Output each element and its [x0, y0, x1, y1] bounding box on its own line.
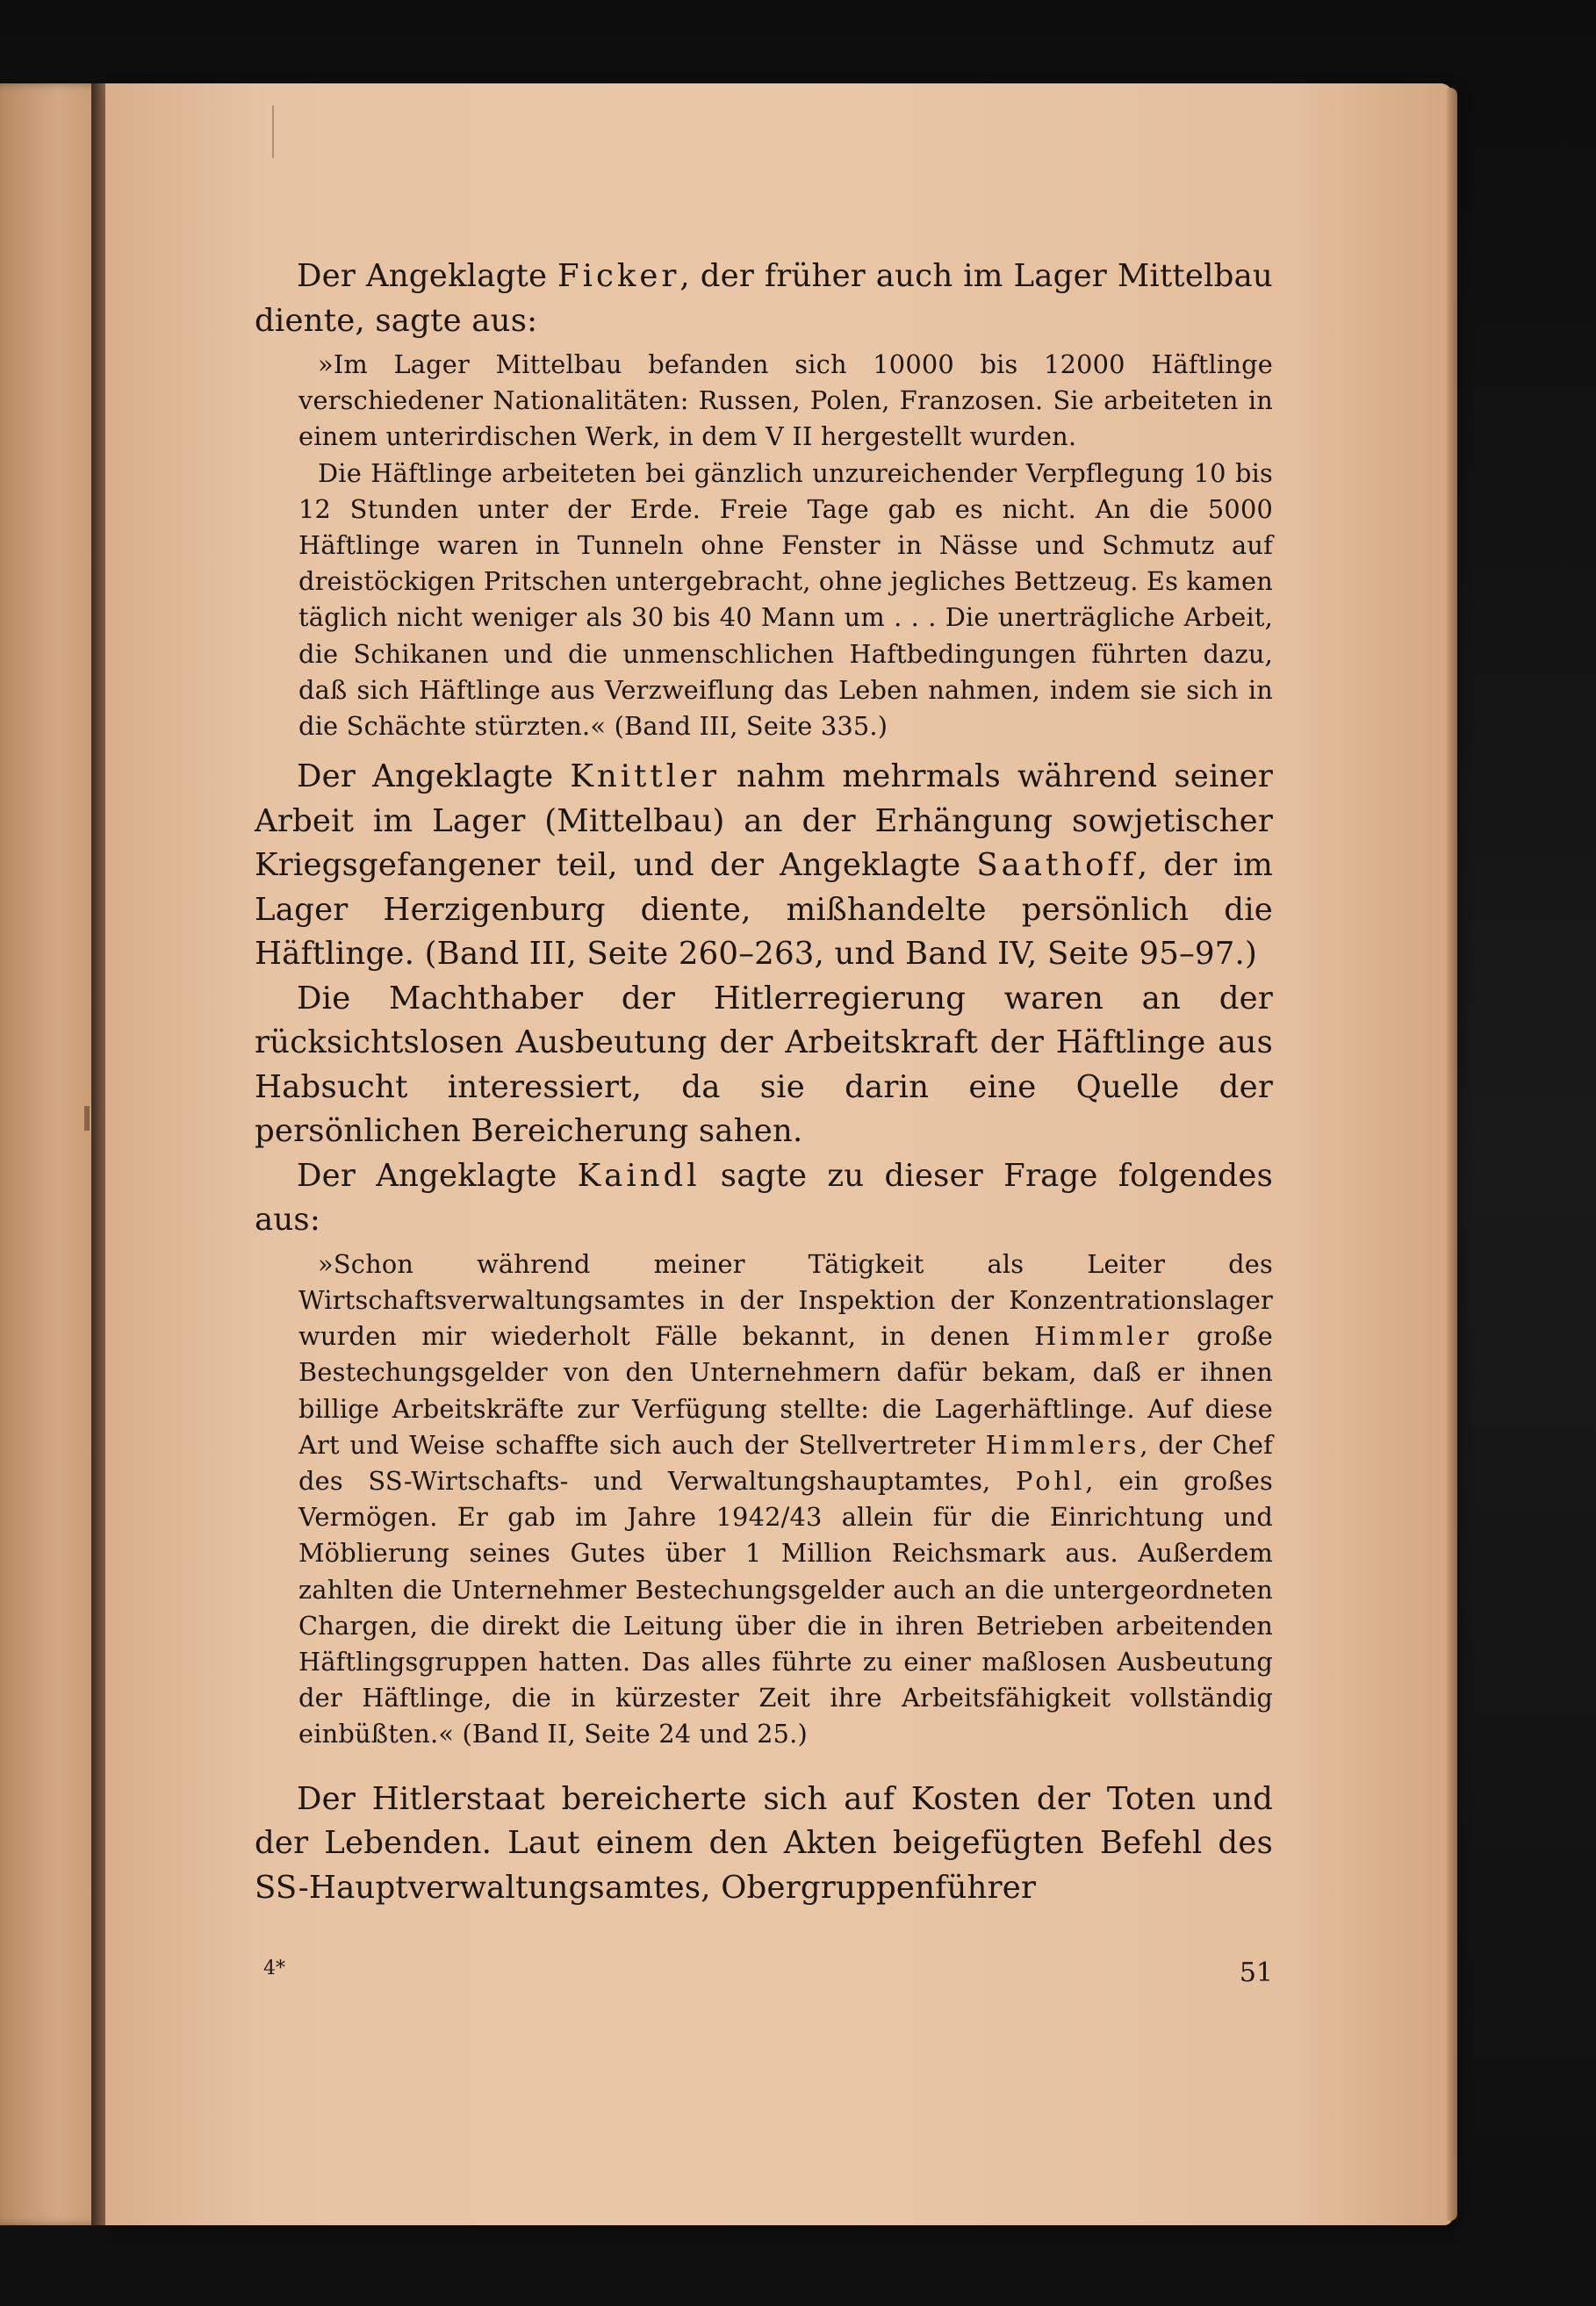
signature-mark: 4* — [263, 1958, 285, 1979]
text-run: Der Angeklagte — [297, 758, 571, 795]
text-run: , ein großes Vermögen. Er gab im Jahre 1942/43 allein für die Einrichtung und Möblierung seines Gutes über 1 Million Reichsmark aus. Außerdem zahlten die Unternehmer Bestechungsgelder auch an die untergeordneten Chargen, die direkt die Leitung über die in ihren Betrieben arbeitenden Häftlingsgruppen hatten. Das alles führte zu einer maßlosen Ausbeutung der Häftlinge, die in kürzester Zeit ihre Arbeitsfähigkeit vollständig einbüßten.« (Band II, Seite 24 und 25.) — [298, 1465, 1273, 1749]
name-himmlers: Himmlers — [985, 1429, 1140, 1460]
page-number: 51 — [1239, 1958, 1273, 1988]
paragraph-kaindl — [255, 1154, 1273, 1243]
page-text — [255, 255, 1273, 1910]
quote-mittelbau-2: Die Häftlinge arbeiteten bei gänzlich unzureichender Verpflegung 10 bis 12 Stunden unter der Erde. Freie Tage gab es nicht. An die 5000 Häftlinge waren in Tunneln ohne Fenster in Nässe und Schmutz auf dreistöckigen Pritschen untergebracht, ohne jegliches Bettzeug. Es kamen täglich nicht weniger als 30 bis 40 Mann um . . . Die unerträgliche Arbeit, die Schikanen und die unmenschlichen Haftbedingungen führten dazu, daß sich Häftlinge aus Verzweiflung das Leben nahmen, indem sie sich in die Schächte stürzten.« (Band III, Seite 335.) — [298, 457, 1273, 742]
name-himmler: Himmler — [1034, 1321, 1173, 1352]
text-run: große Bestechungsgelder von den Unternehmern dafür bekam, daß er ihnen billige Arbeitskräfte zur Verfügung stellte: die Lagerhäftlinge. Auf diese Art und Weise schaffte sich auch der Stellvertreter — [298, 1321, 1273, 1460]
margin-pencil-mark — [272, 105, 274, 158]
text-run: sagte zu dieser Frage folgendes aus: — [255, 1157, 1273, 1239]
text-run: , der im Lager Herzigenburg diente, mißhandelte persönlich die Häftlinge. (Band III, Seite 260–263, und Band IV, Seite 95–97.) — [255, 847, 1273, 973]
paragraph-knittler-saathoff — [255, 755, 1273, 977]
defendant-name-saathoff: Saathoff — [976, 847, 1138, 884]
paragraph-machthaber: Die Machthaber der Hitlerregierung waren an der rücksichtslosen Ausbeutung der Arbeitskraft der Häftlinge aus Habsucht interessiert, da sie darin eine Quelle der persönlichen Bereicherung sahen. — [255, 980, 1273, 1150]
defendant-name-kaindl: Kaindl — [577, 1157, 701, 1194]
defendant-name-knittler: Knittler — [570, 758, 720, 795]
page-edge-mark — [84, 1106, 90, 1131]
name-pohl: Pohl — [1015, 1465, 1086, 1496]
text-run: , der früher auch im Lager Mittelbau diente, sagte aus: — [255, 258, 1273, 339]
facing-page-edge — [0, 83, 105, 2225]
defendant-name-ficker: Ficker — [557, 258, 680, 294]
text-run: Der Angeklagte — [297, 258, 558, 294]
text-run: »Schon während meiner Tätigkeit als Leiter des Wirtschaftsverwaltungsamtes in der Inspektion der Konzentrationslager wurden mir wiederholt Fälle bekannt, in denen — [298, 1248, 1273, 1352]
page-right-edge — [1447, 88, 1457, 2221]
paragraph-hitlerstaat: Der Hitlerstaat bereicherte sich auf Kosten der Toten und der Lebenden. Laut einem den Akten beigefügten Befehl des SS-Hauptverwaltungsamtes, Obergruppenführer — [255, 1780, 1273, 1906]
text-run: nahm mehrmals während seiner Arbeit im Lager (Mittelbau) an der Erhängung sowjetischer Kriegsgefangener teil, und der Angeklagte — [255, 758, 1273, 884]
quote-mittelbau-1: »Im Lager Mittelbau befanden sich 10000 bis 12000 Häftlinge verschiedener Nationalitäten: Russen, Polen, Franzosen. Sie arbeiteten in einem unterirdischen Werk, in dem V II hergestellt wurden. — [298, 349, 1273, 452]
quote-kaindl — [255, 1246, 1273, 1753]
text-run: Der Angeklagte — [297, 1157, 578, 1194]
text-run: , der Chef des SS-Wirtschafts- und Verwaltungshauptamtes, — [298, 1429, 1274, 1496]
paragraph-ficker — [255, 255, 1273, 343]
